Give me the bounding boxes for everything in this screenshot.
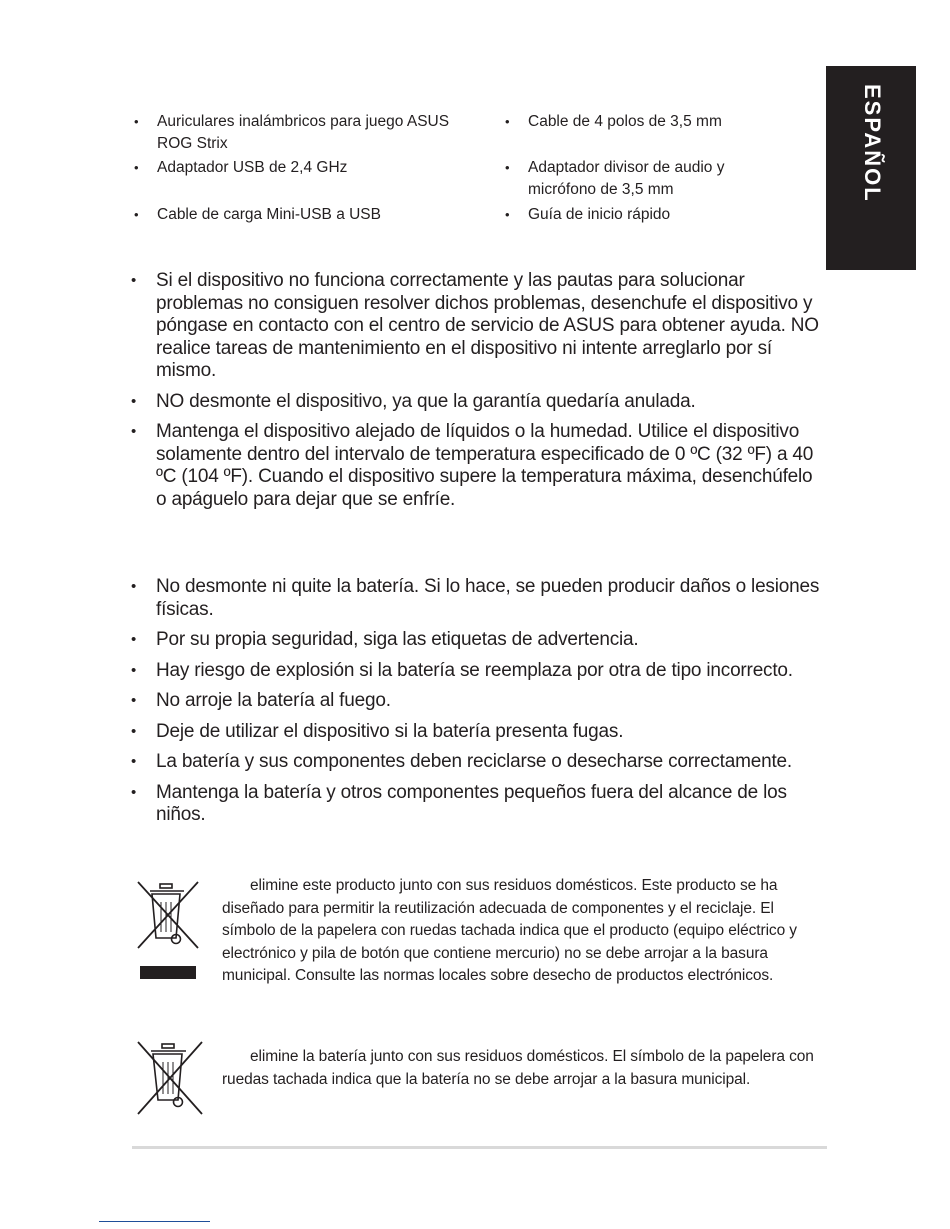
safety-list: [131, 270, 826, 519]
battery-item: • No desmonte ni quite la batería. Si lo hace, se pueden producir daños o lesiones físicas.: [131, 576, 820, 620]
safety-item: • NO desmonte el dispositivo, ya que la garantía quedaría anulada.: [131, 390, 696, 412]
package-item: • Adaptador USB de 2,4 GHz: [134, 159, 348, 176]
crossed-out-wheelie-bin-icon: [136, 880, 202, 982]
language-tab: [826, 66, 916, 270]
battery-item: • Hay riesgo de explosión si la batería se reemplaza por otra de tipo incorrecto.: [131, 659, 793, 681]
battery-item: • La batería y sus componentes deben reciclarse o desecharse correctamente.: [131, 751, 792, 772]
footer-divider: [132, 1146, 827, 1149]
language-tab-label: ESPAÑOL: [860, 84, 885, 203]
battery-item: • Por su propia seguridad, siga las etiquetas de advertencia.: [131, 629, 639, 650]
battery-item: • Mantenga la batería y otros componentes pequeños fuera del alcance de los niños.: [131, 781, 787, 825]
link-underline: [99, 1221, 210, 1222]
crossed-out-wheelie-bin-icon: [136, 1040, 204, 1116]
package-item: • Auriculares inalámbricos para juego ASUS ROG Strix: [134, 113, 450, 152]
package-item: • Cable de carga Mini-USB a USB: [134, 206, 381, 223]
battery-item: • Deje de utilizar el dispositivo si la batería presenta fugas.: [131, 720, 624, 742]
safety-item: • Mantenga el dispositivo alejado de líquidos o la humedad. Utilice el dispositivo solamente dentro del intervalo de temperatura especificado de 0 ºC (32 ºF) a 40 ºC (104 ºF). Cuando el dispositivo supere la temperatura máxima, desenchúfelo o apáguelo para dejar que se enfríe.: [131, 421, 814, 510]
product-disposal-text: elimine este producto junto con sus residuos domésticos. Este producto se ha diseñado para permitir la reutilización adecuada de componentes y el reciclaje. El símbolo de la papelera con ruedas tachada indica que el producto (equipo eléctrico y electrónico y pila de botón que contiene mercurio) no se debe arrojar a la basura municipal. Consulte las normas locales sobre desecho de productos electrónicos.: [222, 877, 797, 984]
package-item: • Guía de inicio rápido: [505, 206, 671, 223]
battery-disposal-text: elimine la batería junto con sus residuos domésticos. El símbolo de la papelera con ruedas tachada indica que la batería no se debe arrojar a la basura municipal.: [222, 1048, 814, 1088]
battery-list: [131, 576, 826, 835]
battery-item: • No arroje la batería al fuego.: [131, 690, 391, 711]
package-item: • Adaptador divisor de audio y micrófono de 3,5 mm: [505, 159, 725, 198]
package-item: • Cable de 4 polos de 3,5 mm: [505, 113, 722, 130]
safety-item: • Si el dispositivo no funciona correctamente y las pautas para solucionar problemas no consiguen resolver dichos problemas, desenchufe el dispositivo y póngase en contacto con el centro de servicio de ASUS para obtener ayuda. NO realice tareas de mantenimiento en el dispositivo ni intente arreglarlo por sí mismo.: [131, 270, 819, 381]
